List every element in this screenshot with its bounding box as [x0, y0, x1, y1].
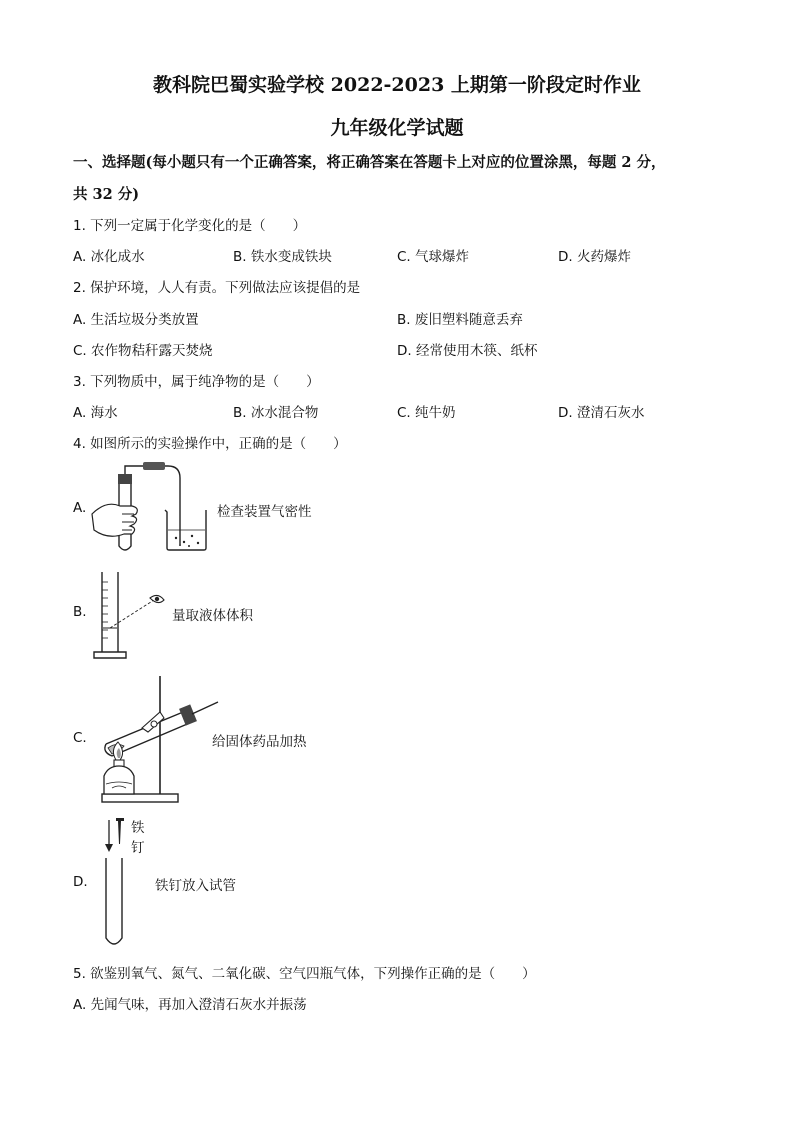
question-1-stem: 1. 下列一定属于化学变化的是（ ） — [73, 218, 307, 234]
figure-b-letter: B. — [73, 604, 87, 620]
figure-d-annotation-1: 铁 — [131, 820, 145, 836]
figure-b-caption: 量取液体体积 — [172, 608, 253, 624]
question-5-stem: 5. 欲鉴别氧气、氮气、二氧化碳、空气四瓶气体，下列操作正确的是（ ） — [73, 966, 536, 982]
question-2-stem: 2. 保护环境，人人有责。下列做法应该提倡的是 — [73, 280, 361, 296]
question-3-option-b: B. 冰水混合物 — [233, 405, 319, 421]
exam-title: 教科院巴蜀实验学校 2022-2023 上期第一阶段定时作业 — [153, 74, 641, 96]
figure-d-caption: 铁钉放入试管 — [155, 878, 236, 894]
question-2-option-d: D. 经常使用木筷、纸杯 — [397, 343, 538, 359]
question-3-option-d: D. 澄清石灰水 — [558, 405, 645, 421]
figure-d-letter: D. — [73, 874, 88, 890]
question-1-option-b: B. 铁水变成铁块 — [233, 249, 332, 265]
airtightness-check-illustration — [88, 458, 218, 558]
figure-c-letter: C. — [73, 730, 87, 746]
section-heading-line-2: 共 32 分) — [73, 186, 140, 203]
question-1-option-c: C. 气球爆炸 — [397, 249, 470, 265]
figure-c-caption: 给固体药品加热 — [212, 734, 307, 750]
question-1-option-a: A. 冰化成水 — [73, 249, 145, 265]
question-2-option-b: B. 废旧塑料随意丢弃 — [397, 312, 523, 328]
question-2-option-c: C. 农作物秸秆露天焚烧 — [73, 343, 213, 359]
figure-a-letter: A. — [73, 500, 87, 516]
figure-d-annotation-2: 钉 — [131, 840, 145, 856]
heating-apparatus-illustration — [92, 672, 222, 806]
question-3-option-c: C. 纯牛奶 — [397, 405, 456, 421]
question-3-option-a: A. 海水 — [73, 405, 118, 421]
section-heading-line-1: 一、选择题(每小题只有一个正确答案，将正确答案在答题卡上对应的位置涂黑，每题 2 分， — [73, 154, 666, 171]
question-1-option-d: D. 火药爆炸 — [558, 249, 631, 265]
question-3-stem: 3. 下列物质中，属于纯净物的是（ ） — [73, 374, 320, 390]
graduated-cylinder-illustration — [90, 568, 170, 662]
nail-and-test-tube-illustration — [100, 814, 130, 950]
figure-a-caption: 检查装置气密性 — [217, 504, 312, 520]
question-2-option-a: A. 生活垃圾分类放置 — [73, 312, 199, 328]
question-4-stem: 4. 如图所示的实验操作中，正确的是（ ） — [73, 436, 347, 452]
exam-subtitle: 九年级化学试题 — [330, 117, 464, 139]
question-5-option-a: A. 先闻气味，再加入澄清石灰水并振荡 — [73, 997, 307, 1013]
